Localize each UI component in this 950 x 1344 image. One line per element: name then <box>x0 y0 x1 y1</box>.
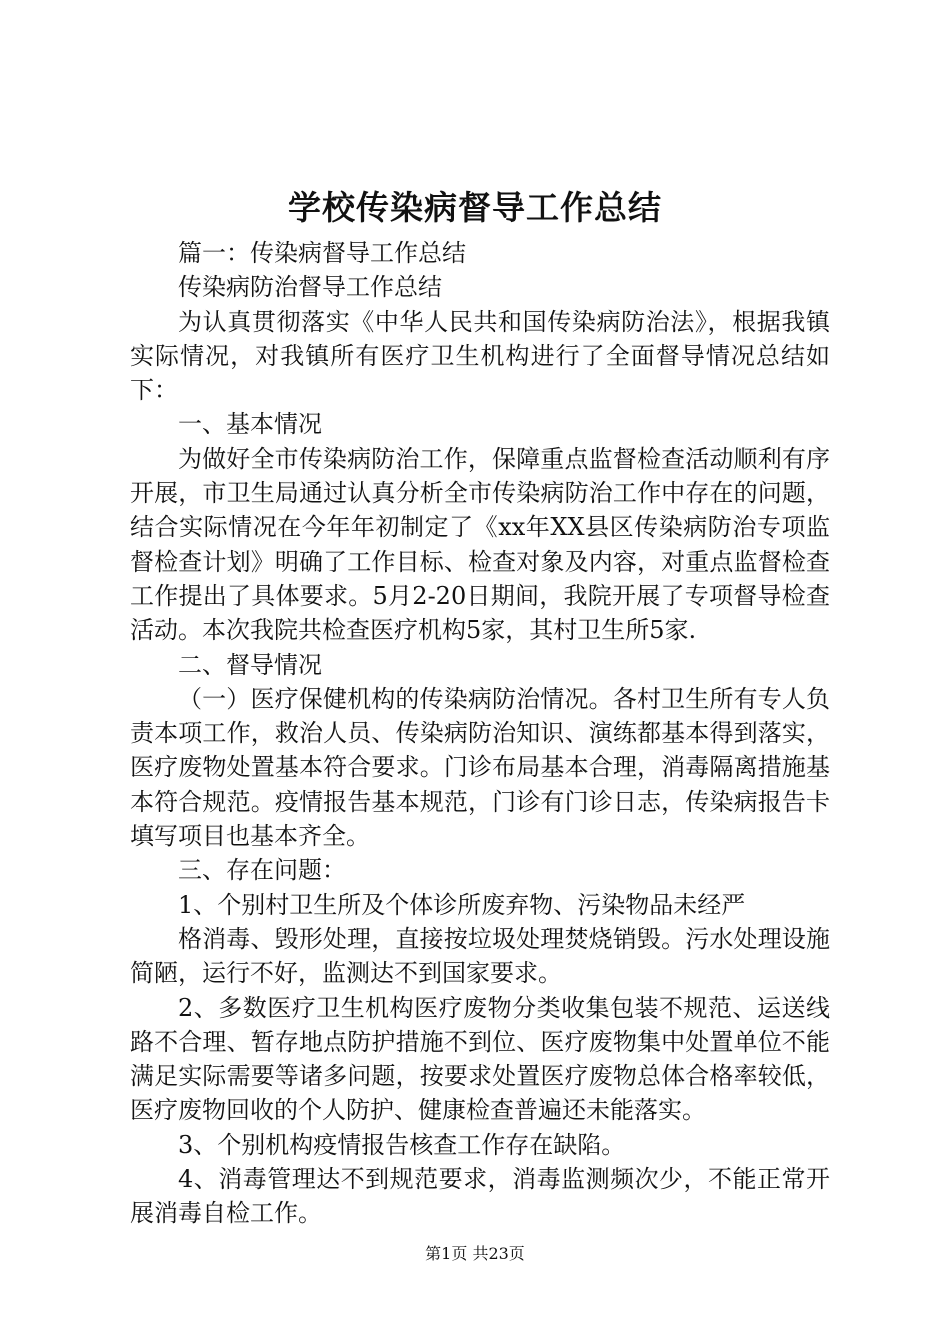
paragraph: 传染病防治督导工作总结 <box>178 273 442 302</box>
paragraph: 格消毒、毁形处理，直接按垃圾处理焚烧销毁。污水处理设施简陋，运行不好，监测达不到国家要求。 <box>130 924 830 988</box>
paragraph: 3、个别机构疫情报告核查工作存在缺陷。 <box>178 1130 626 1159</box>
document-body <box>130 236 830 1231</box>
section-heading: 二、督导情况 <box>178 650 322 679</box>
paragraph: 篇一：传染病督导工作总结 <box>178 239 466 267</box>
document-title: 学校传染病督导工作总结 <box>288 188 662 227</box>
page-footer: 第1页 共23页 <box>425 1244 525 1263</box>
paragraph: 为做好全市传染病防治工作，保障重点监督检查活动顺利有序开展，市卫生局通过认真分析全市传染病防治工作中存在的问题，结合实际情况在今年年初制定了《xx年XX县区传染病防治专项监督检查计划》明确了工作目标、检查对象及内容，对重点监督检查工作提出了具体要求。5月2-20日期间，我院开展了专项督导检查活动。本次我院共检查医疗机构5家，其村卫生所5家. <box>130 444 830 645</box>
paragraph: 为认真贯彻落实《中华人民共和国传染病防治法》，根据我镇实际情况，对我镇所有医疗卫生机构进行了全面督导情况总结如下： <box>130 307 830 405</box>
paragraph: 2、多数医疗卫生机构医疗废物分类收集包装不规范、运送线路不合理、暂存地点防护措施不到位、医疗废物集中处置单位不能满足实际需要等诸多问题，按要求处置医疗废物总体合格率较低，医疗废物回收的个人防护、健康检查普遍还未能落实。 <box>130 993 830 1125</box>
section-heading: 一、基本情况 <box>178 410 322 439</box>
paragraph: 4、消毒管理达不到规范要求，消毒监测频次少，不能正常开展消毒自检工作。 <box>130 1165 830 1228</box>
paragraph: 1、个别村卫生所及个体诊所废弃物、污染物品未经严 <box>178 890 746 919</box>
paragraph: （一）医疗保健机构的传染病防治情况。各村卫生所有专人负责本项工作，救治人员、传染病防治知识、演练都基本得到落实，医疗废物处置基本符合要求。门诊布局基本合理，消毒隔离措施基本符合规范。疫情报告基本规范，门诊有门诊日志，传染病报告卡填写项目也基本齐全。 <box>130 684 830 851</box>
section-heading: 三、存在问题： <box>178 856 346 885</box>
